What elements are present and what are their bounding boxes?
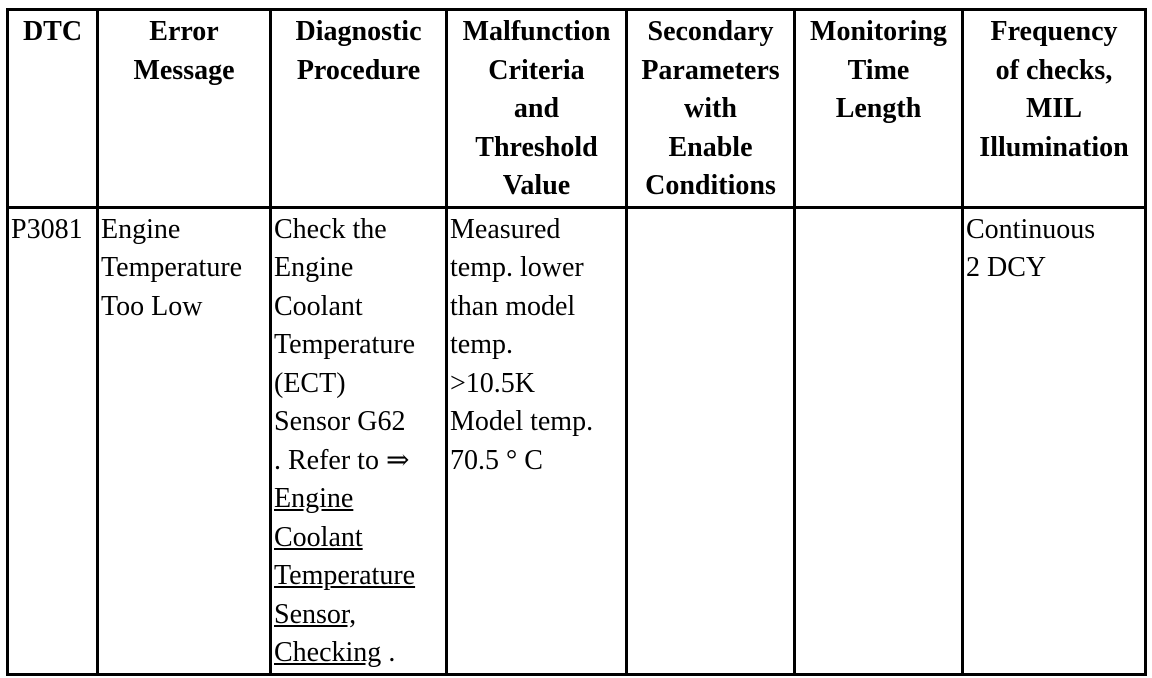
- header-diagnostic-procedure: Diagnostic Procedure: [271, 10, 447, 208]
- header-malfunction-criteria: Malfunction Criteria and Threshold Value: [447, 10, 627, 208]
- header-row: [8, 10, 1146, 208]
- cell-dtc: P3081: [8, 207, 98, 674]
- cell-monitoring-time-length: [795, 207, 963, 674]
- header-monitoring-time-length: Monitoring Time Length: [795, 10, 963, 208]
- link-suffix: .: [381, 637, 396, 668]
- cell-error-message: Engine Temperature Too Low: [98, 207, 271, 674]
- dtc-table: [6, 8, 1147, 676]
- cell-frequency-mil: Continuous 2 DCY: [963, 207, 1146, 674]
- table-row: [8, 207, 1146, 674]
- cell-malfunction-criteria: Measured temp. lower than model temp. >10.5K Model temp. 70.5 ° C: [447, 207, 627, 674]
- cell-secondary-parameters: [627, 207, 795, 674]
- header-frequency-mil: Frequency of checks, MIL Illumination: [963, 10, 1146, 208]
- ect-sensor-checking-link[interactable]: Engine Coolant Temperature Sensor, Checking .: [274, 483, 416, 668]
- header-dtc: DTC: [8, 10, 98, 208]
- cell-diagnostic-procedure: Check the Engine Coolant Temperature (ECT) Sensor G62 . Refer to ⇒ Engine Coolant Temperature Sensor, Checking .: [271, 207, 447, 674]
- header-secondary-parameters: Secondary Parameters with Enable Conditions: [627, 10, 795, 208]
- header-error-message: Error Message: [98, 10, 271, 208]
